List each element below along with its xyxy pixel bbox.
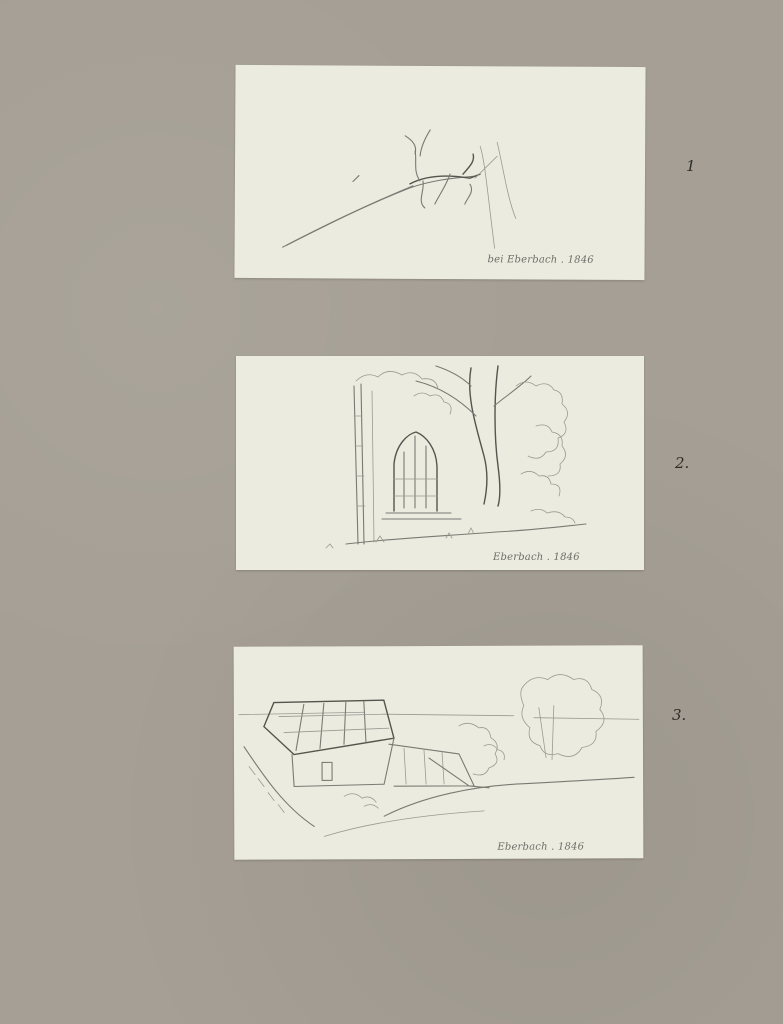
branch-drawing	[234, 65, 645, 280]
sketch-number: 3.	[672, 706, 687, 724]
sketch-sheet-3	[234, 645, 644, 859]
church-window-tree-drawing	[236, 356, 644, 570]
sketch-sheet-2	[236, 356, 644, 570]
sketch-sheet-1	[234, 65, 645, 280]
cottage-landscape-drawing	[234, 645, 644, 859]
sketch-inscription: Eberbach . 1846	[493, 552, 580, 563]
sketch-number: 2.	[675, 454, 690, 472]
sketch-number: 1	[686, 157, 696, 175]
sketch-inscription: Eberbach . 1846	[497, 841, 585, 853]
sketch-inscription: bei Eberbach . 1846	[487, 254, 594, 266]
